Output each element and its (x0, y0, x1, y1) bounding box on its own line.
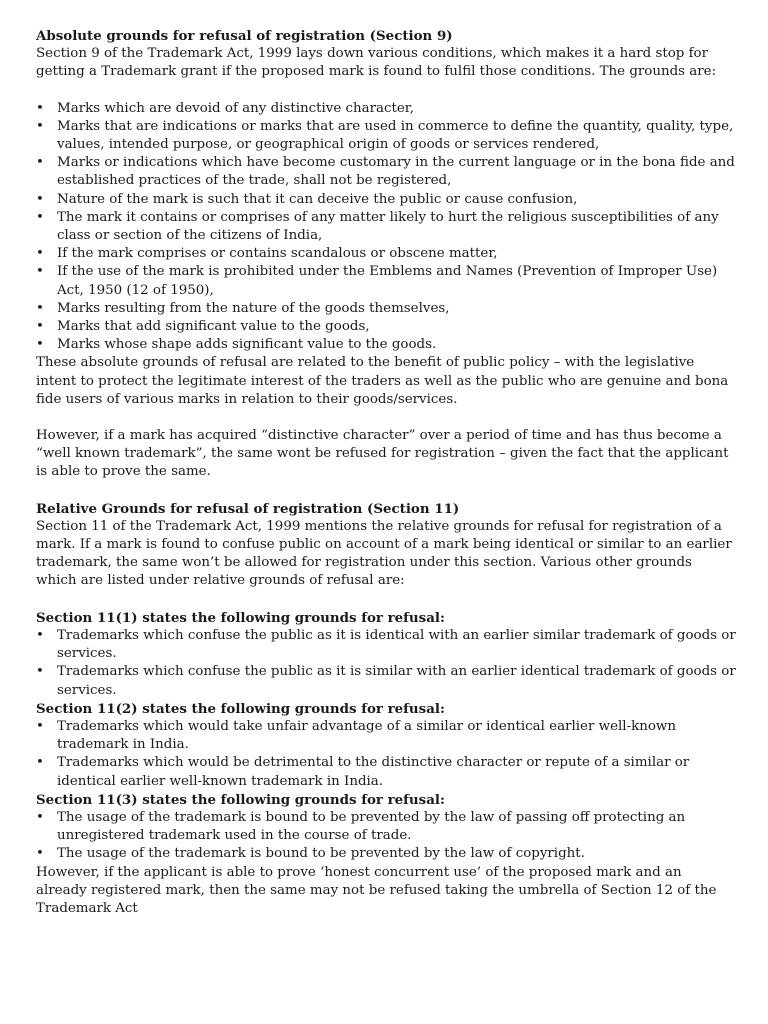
spacer (36, 482, 736, 500)
section-11-3-list (36, 809, 736, 864)
list-item: • Marks whose shape adds significant value to the goods. (36, 337, 437, 353)
list-item: • The usage of the trademark is bound to be prevented by the law of copyright. (36, 846, 585, 862)
section-11-heading: Relative Grounds for refusal of registration (Section 11) (36, 500, 460, 517)
section-9-grounds-list (36, 100, 736, 355)
spacer (36, 409, 736, 427)
section-9-intro: Section 9 of the Trademark Act, 1999 lays down various conditions, which makes it a hard stop for getting a Trademark grant if the proposed mark is found to fulfil those conditions. The grounds are: (36, 46, 717, 80)
spacer (36, 591, 736, 609)
list-item: • Trademarks which confuse the public as it is identical with an earlier similar trademark of goods or services. (36, 627, 736, 662)
list-item: • The usage of the trademark is bound to be prevented by the law of passing off protecting an unregistered trademark used in the course of trade. (36, 809, 686, 844)
section-11-1-heading: Section 11(1) states the following grounds for refusal: (36, 609, 445, 626)
section-9-policy-paragraph: These absolute grounds of refusal are related to the benefit of public policy – with the legislative intent to protect the legitimate interest of the traders as well as the public who are genuine and bona fide users of various marks in relation to their goods/services. (36, 355, 729, 407)
list-item: • If the use of the mark is prohibited under the Emblems and Names (Prevention of Improper Use) Act, 1950 (12 of 1950), (36, 264, 718, 298)
section-11-2-heading: Section 11(2) states the following grounds for refusal: (36, 700, 445, 717)
list-item: • If the mark comprises or contains scandalous or obscene matter, (36, 246, 498, 262)
section-9-heading: Absolute grounds for refusal of registration (Section 9) (36, 28, 453, 44)
list-item: • Marks that are indications or marks that are used in commerce to define the quantity, quality, type, values, intended purpose, or geographical origin of goods or services rendered, (36, 118, 734, 153)
section-9-however-paragraph: However, if a mark has acquired “distinctive character” over a period of time and has thus become a “well known trademark”, the same wont be refused for registration – given the fact that the applicant is able to prove the same. (36, 428, 729, 480)
list-item: • Nature of the mark is such that it can deceive the public or cause confusion, (36, 191, 578, 207)
list-item: • Marks that add significant value to the goods, (36, 319, 370, 335)
section-11-2-list (36, 718, 736, 791)
document-page (36, 27, 736, 918)
list-item: • The mark it contains or comprises of any matter likely to hurt the religious susceptibilities of any class or section of the citizens of India, (36, 209, 719, 244)
list-item: • Trademarks which would take unfair advantage of a similar or identical earlier well-known trademark in India. (36, 718, 676, 753)
section-11-intro: Section 11 of the Trademark Act, 1999 mentions the relative grounds for refusal for registration of a mark. If a mark is found to confuse public on account of a mark being identical or similar to an earlier trademark, the same won’t be allowed for registration under this section. Various other grounds which are listed under relative grounds of refusal are: (36, 518, 732, 589)
spacer (36, 82, 736, 100)
list-item: • Marks which are devoid of any distinctive character, (36, 100, 414, 116)
closing-paragraph: However, if the applicant is able to prove ‘honest concurrent use’ of the proposed mark and an already registered mark, then the same may not be refused taking the umbrella of Section 12 of the Trademark Act (36, 864, 717, 916)
list-item: • Trademarks which confuse the public as it is similar with an earlier identical trademark of goods or services. (36, 664, 736, 698)
section-11-1-list (36, 627, 736, 700)
list-item: • Trademarks which would be detrimental to the distinctive character or repute of a similar or identical earlier well-known trademark in India. (36, 755, 690, 789)
list-item: • Marks resulting from the nature of the goods themselves, (36, 300, 450, 316)
section-11-3-heading: Section 11(3) states the following grounds for refusal: (36, 791, 445, 808)
list-item: • Marks or indications which have become customary in the current language or in the bona fide and established practices of the trade, shall not be registered, (36, 155, 735, 189)
